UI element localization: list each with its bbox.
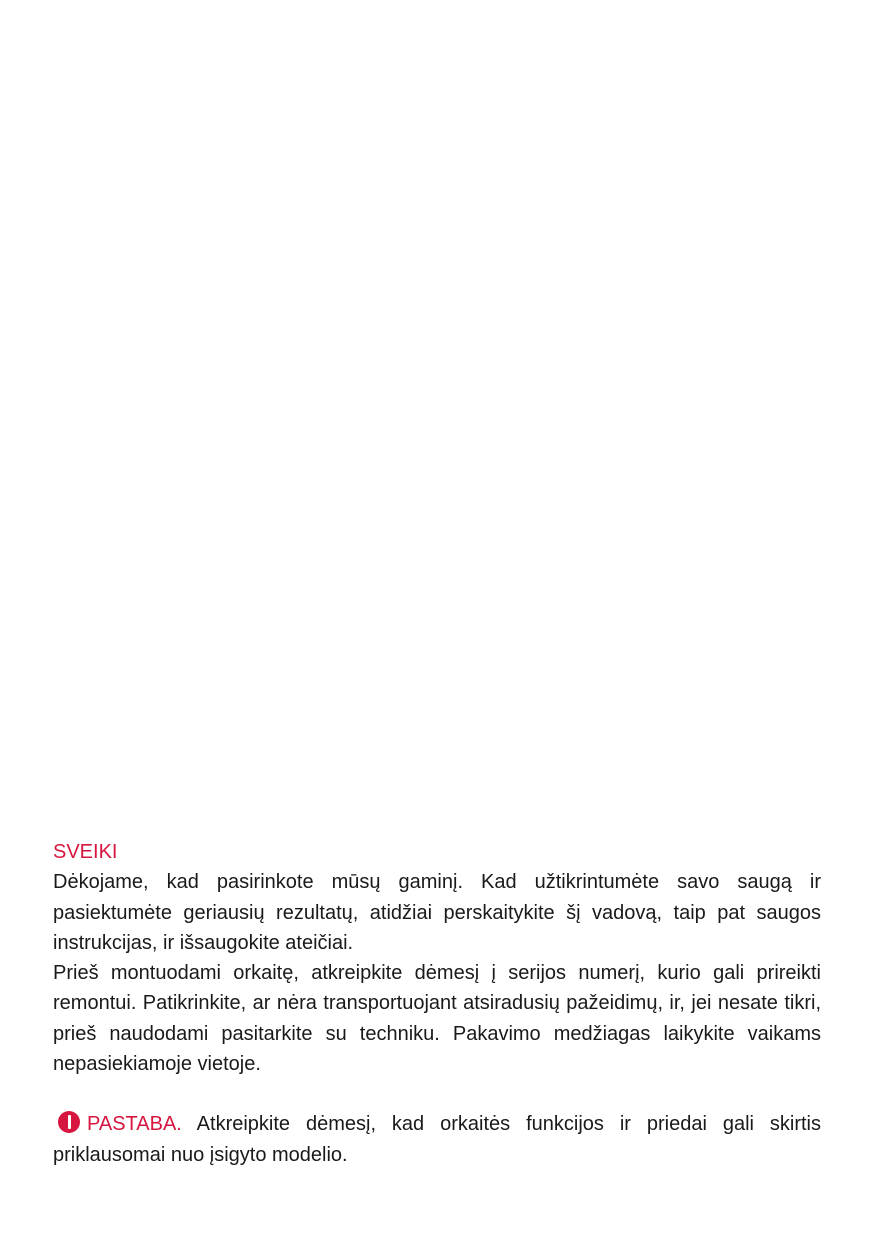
section-heading: SVEIKI (53, 841, 118, 863)
welcome-section (53, 837, 821, 1170)
note-text: Atkreipkite dėmesį, kad orkaitės funkcijos ir priedai gali skirtis priklausomai nuo įsigyto modelio. (53, 1113, 821, 1166)
note-label: PASTABA. (87, 1113, 182, 1136)
intro-paragraph: Dėkojame, kad pasirinkote mūsų gaminį. Kad užtikrintumėte savo saugą ir pasiektumėte geriausių rezultatų, atidžiai perskaitykite šį vadovą, taip pat saugos instrukcijas, ir išsaugokite ateičiai. (53, 871, 821, 954)
spacer (53, 1079, 821, 1109)
note-paragraph (53, 1109, 821, 1170)
exclamation-circle-icon (58, 1111, 80, 1133)
installation-paragraph: Prieš montuodami orkaitę, atkreipkite dėmesį į serijos numerį, kurio gali prireikti remontui. Patikrinkite, ar nėra transportuojant atsiradusių pažeidimų, ir, jei nesate tikri, prieš naudodami pasitarkite su techniku. Pakavimo medžiagas laikykite vaikams nepasiekiamoje vietoje. (53, 962, 821, 1076)
